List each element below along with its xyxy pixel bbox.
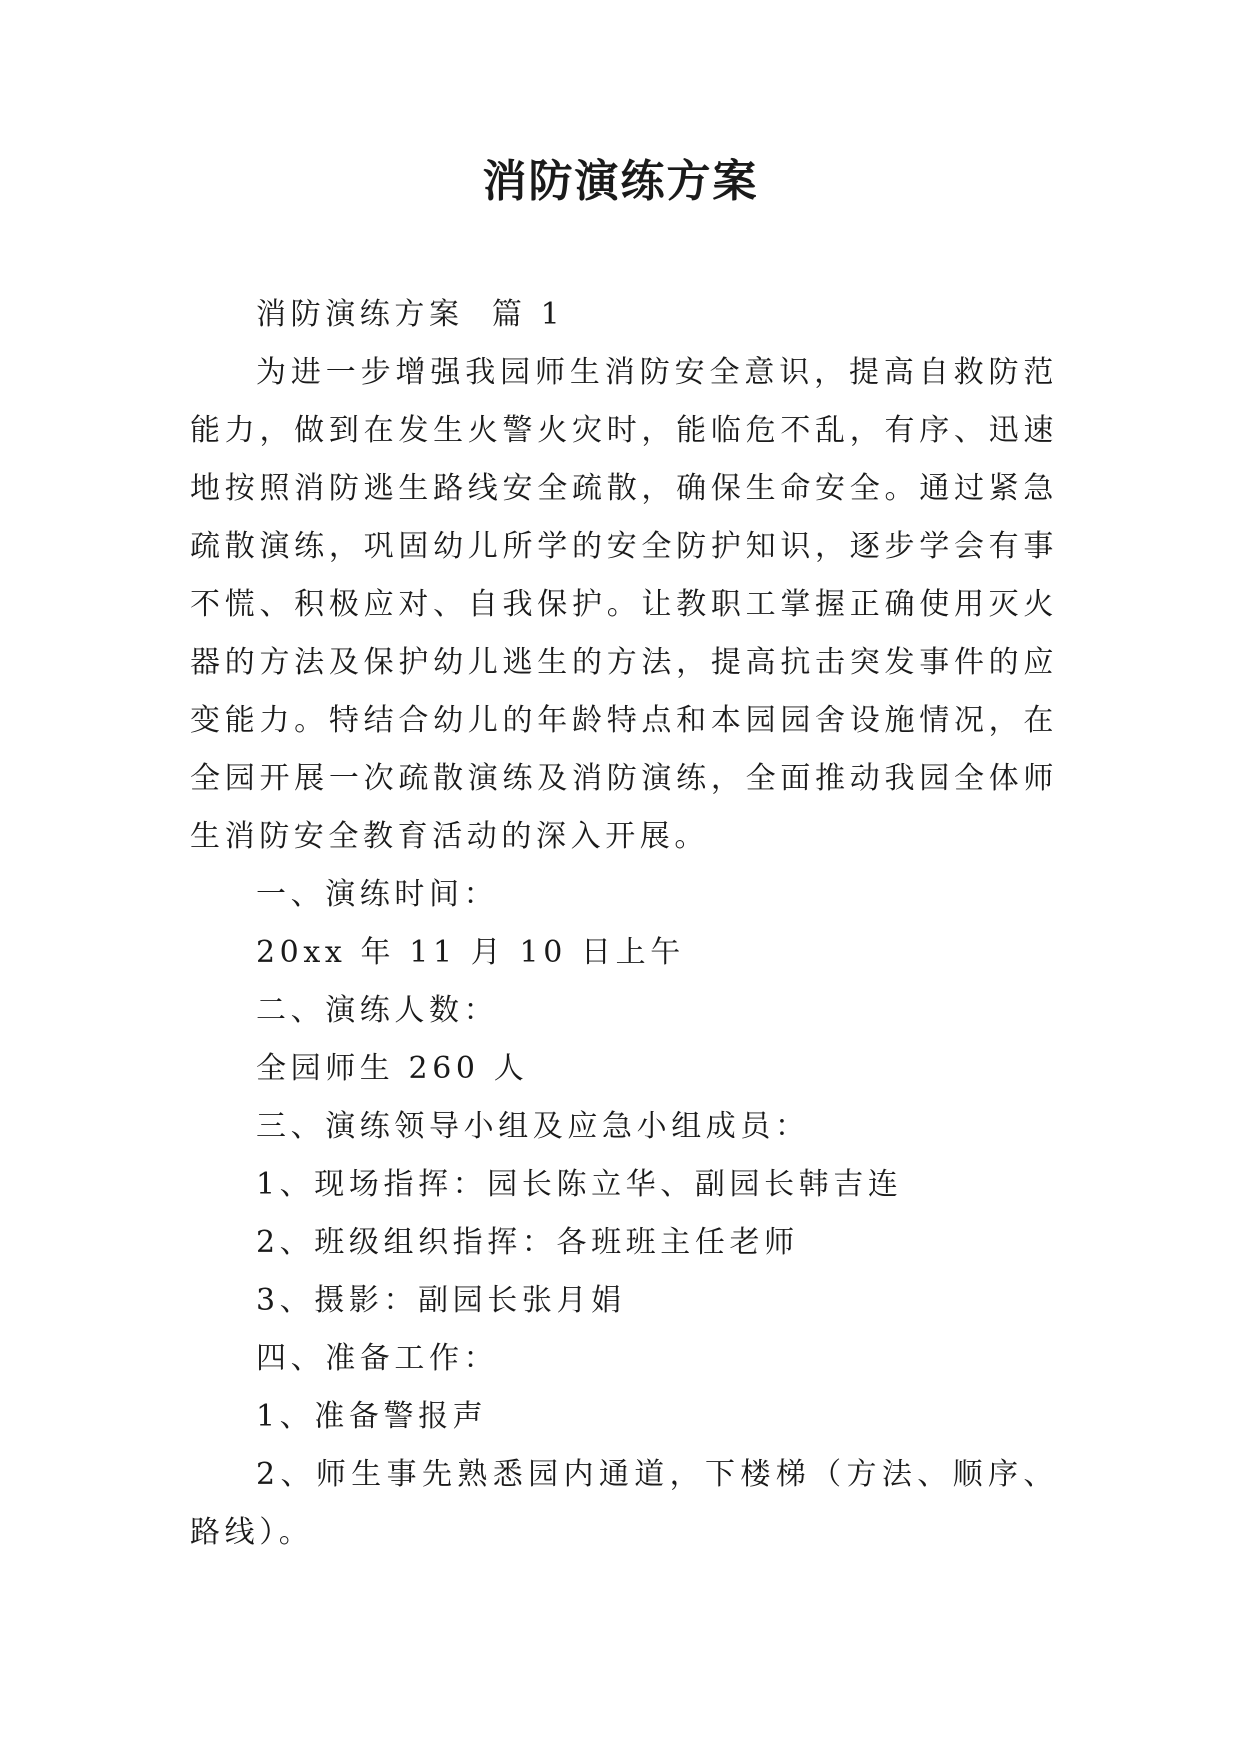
leadership-item-2: 2、班级组织指挥：各班班主任老师: [256, 1225, 799, 1260]
document-body: [190, 286, 1058, 1562]
item-heading-preparation: 四、准备工作：: [256, 1341, 499, 1376]
section-heading-part1: 消防演练方案 篇 1: [256, 297, 565, 332]
participants-value: 全园师生 260 人: [256, 1051, 529, 1086]
item-heading-drill-time: 一、演练时间：: [256, 877, 499, 912]
preparation-item-1: 1、准备警报声: [256, 1399, 488, 1434]
leadership-item-1: 1、现场指挥：园长陈立华、副园长韩吉连: [256, 1167, 903, 1202]
item-heading-leadership: 三、演练领导小组及应急小组成员：: [256, 1109, 810, 1144]
document-title: 消防演练方案: [482, 156, 759, 207]
drill-time-value: 20xx 年 11 月 10 日上午: [256, 935, 685, 970]
leadership-item-3: 3、摄影：副园长张月娟: [256, 1283, 626, 1318]
preparation-item-2: 2、师生事先熟悉园内通道，下楼梯（方法、顺序、路线）。: [190, 1457, 1058, 1550]
intro-paragraph: 为进一步增强我园师生消防安全意识，提高自救防范能力，做到在发生火警火灾时，能临危不乱，有序、迅速地按照消防逃生路线安全疏散，确保生命安全。通过紧急疏散演练，巩固幼儿所学的安全防护知识，逐步学会有事不慌、积极应对、自我保护。让教职工掌握正确使用灭火器的方法及保护幼儿逃生的方法，提高抗击突发事件的应变能力。特结合幼儿的年龄特点和本园园舍设施情况，在全园开展一次疏散演练及消防演练，全面推动我园全体师生消防安全教育活动的深入开展。: [190, 355, 1058, 854]
item-heading-participants: 二、演练人数：: [256, 993, 499, 1028]
